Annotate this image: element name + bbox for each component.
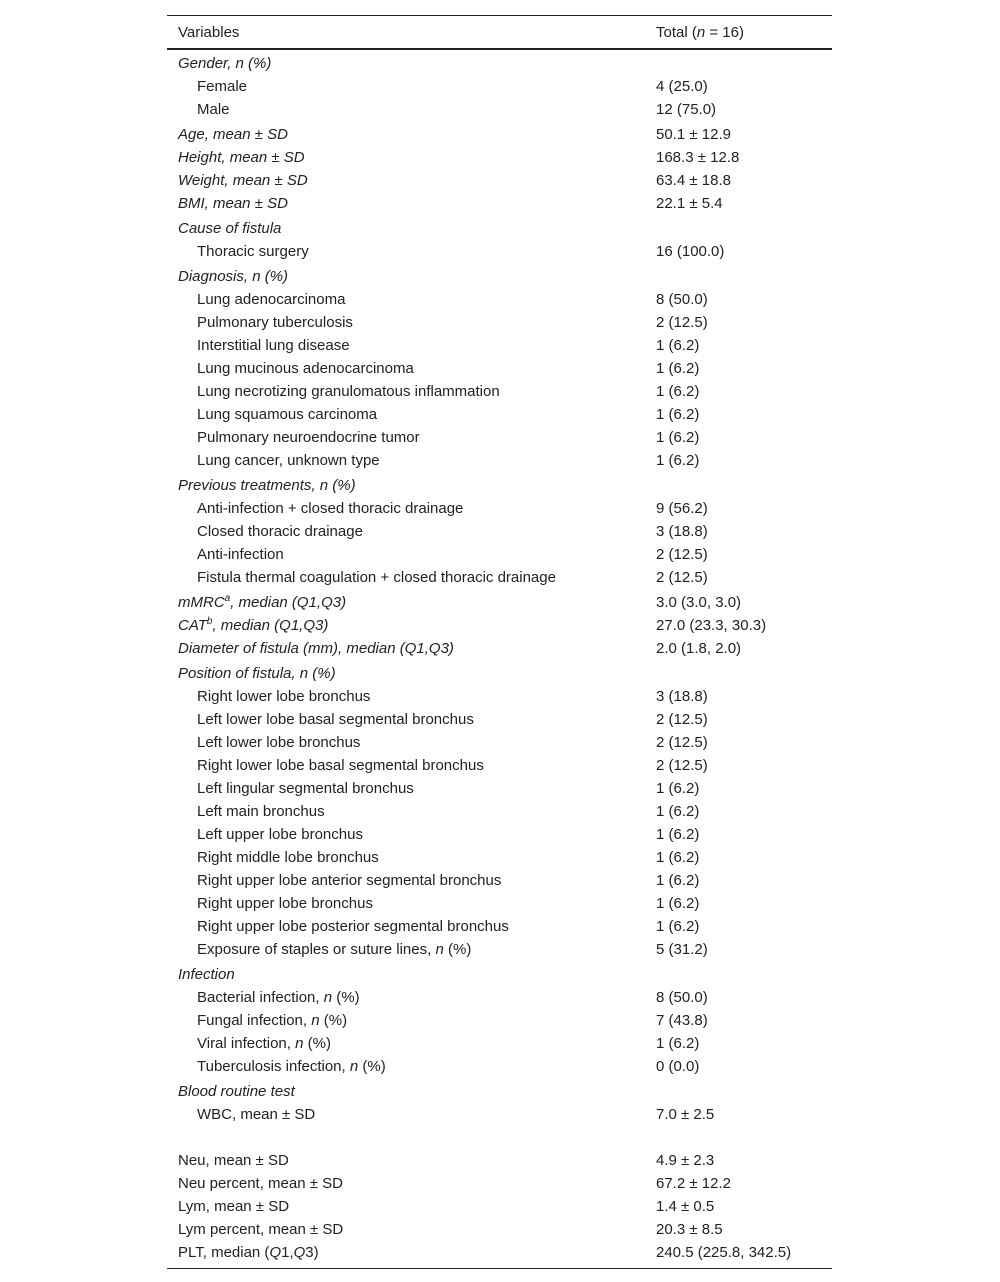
table-row: Cause of fistula (178, 220, 282, 237)
table-row: Previous treatments, n (%) (178, 477, 356, 494)
table-row: Anti-infection + closed thoracic drainage 9 (56.2) (197, 500, 708, 517)
table-row: Tuberculosis infection, n (%) 0 (0.0) (197, 1058, 700, 1075)
table-row: BMI, mean ± SD 22.1 ± 5.4 (178, 195, 723, 212)
table-row: Pulmonary tuberculosis 2 (12.5) (197, 314, 708, 331)
table-row: Right upper lobe anterior segmental bronchus 1 (6.2) (197, 872, 700, 889)
table-row: Lung cancer, unknown type 1 (6.2) (197, 452, 700, 469)
characteristics-table (167, 15, 832, 1269)
table-header (167, 16, 832, 50)
table-row: Right lower lobe basal segmental bronchus 2 (12.5) (197, 757, 708, 774)
table-row: Position of fistula, n (%) (178, 665, 336, 682)
table-row: Fungal infection, n (%) 7 (43.8) (197, 1012, 708, 1029)
table-row: WBC, mean ± SD 7.0 ± 2.5 (197, 1106, 715, 1123)
table-row: Lung necrotizing granulomatous inflammation 1 (6.2) (197, 383, 700, 400)
table-row: Lung squamous carcinoma 1 (6.2) (197, 406, 700, 423)
table-row: Left lingular segmental bronchus 1 (6.2) (197, 780, 700, 797)
table-row: Blood routine test (178, 1083, 295, 1100)
table-row: Left main bronchus 1 (6.2) (197, 803, 700, 820)
table-row: Gender, n (%) (178, 55, 272, 72)
table-row: Left upper lobe bronchus 1 (6.2) (197, 826, 700, 843)
table-row: CAT$^b$, median (Q1,Q3) 27.0 (23.3, 30.3) (178, 616, 767, 634)
table-row: Anti-infection 2 (12.5) (197, 546, 708, 563)
table-row: Left lower lobe bronchus 2 (12.5) (197, 734, 708, 751)
table-row: Pulmonary neuroendocrine tumor 1 (6.2) (197, 429, 700, 446)
table-row: Right upper lobe bronchus 1 (6.2) (197, 895, 700, 912)
table-row: Weight, mean ± SD 63.4 ± 18.8 (178, 172, 731, 189)
variables-header: Variables (178, 24, 240, 41)
table-row: Left lower lobe basal segmental bronchus 2 (12.5) (197, 711, 708, 728)
table-row: Interstitial lung disease 1 (6.2) (197, 337, 700, 354)
table-row: Lym percent, mean ± SD 20.3 ± 8.5 (178, 1221, 723, 1238)
table-row: Female 4 (25.0) (197, 78, 708, 95)
table-row: Viral infection, n (%) 1 (6.2) (197, 1035, 700, 1052)
table-row: Right middle lobe bronchus 1 (6.2) (197, 849, 700, 866)
table-row: Right upper lobe posterior segmental bronchus 1 (6.2) (197, 918, 700, 935)
table-row: mMRC$^a$, median (Q1,Q3) 3.0 (3.0, 3.0) (178, 593, 742, 611)
table-row: Male 12 (75.0) (197, 101, 717, 118)
table-row: Diagnosis, n (%) (178, 268, 289, 285)
table-row: Height, mean ± SD 168.3 ± 12.8 (178, 149, 740, 166)
table-row: Lym, mean ± SD 1.4 ± 0.5 (178, 1198, 715, 1215)
table-row: Diameter of fistula (mm), median (Q1,Q3) 2.0 (1.8, 2.0) (178, 640, 742, 657)
table-row: Exposure of staples or suture lines, n (%) 5 (31.2) (197, 941, 708, 958)
table-row: Neu, mean ± SD 4.9 ± 2.3 (178, 1152, 715, 1169)
table-row: Infection (178, 966, 235, 983)
table-row: Closed thoracic drainage 3 (18.8) (197, 523, 708, 540)
total-header: Total (n = 16) (656, 24, 744, 41)
table-row: Thoracic surgery 16 (100.0) (197, 243, 725, 260)
table-row: Lung mucinous adenocarcinoma 1 (6.2) (197, 360, 700, 377)
table-row: Fistula thermal coagulation + closed thoracic drainage 2 (12.5) (197, 569, 708, 586)
table-row: Age, mean ± SD 50.1 ± 12.9 (178, 126, 731, 143)
table-row: Neu percent, mean ± SD 67.2 ± 12.2 (178, 1175, 731, 1192)
table-row: Bacterial infection, n (%) 8 (50.0) (197, 989, 708, 1006)
table-row: Right lower lobe bronchus 3 (18.8) (197, 688, 708, 705)
table-row: Lung adenocarcinoma 8 (50.0) (197, 291, 708, 308)
table-row: PLT, median (Q1,Q3) 240.5 (225.8, 342.5) (178, 1244, 792, 1261)
